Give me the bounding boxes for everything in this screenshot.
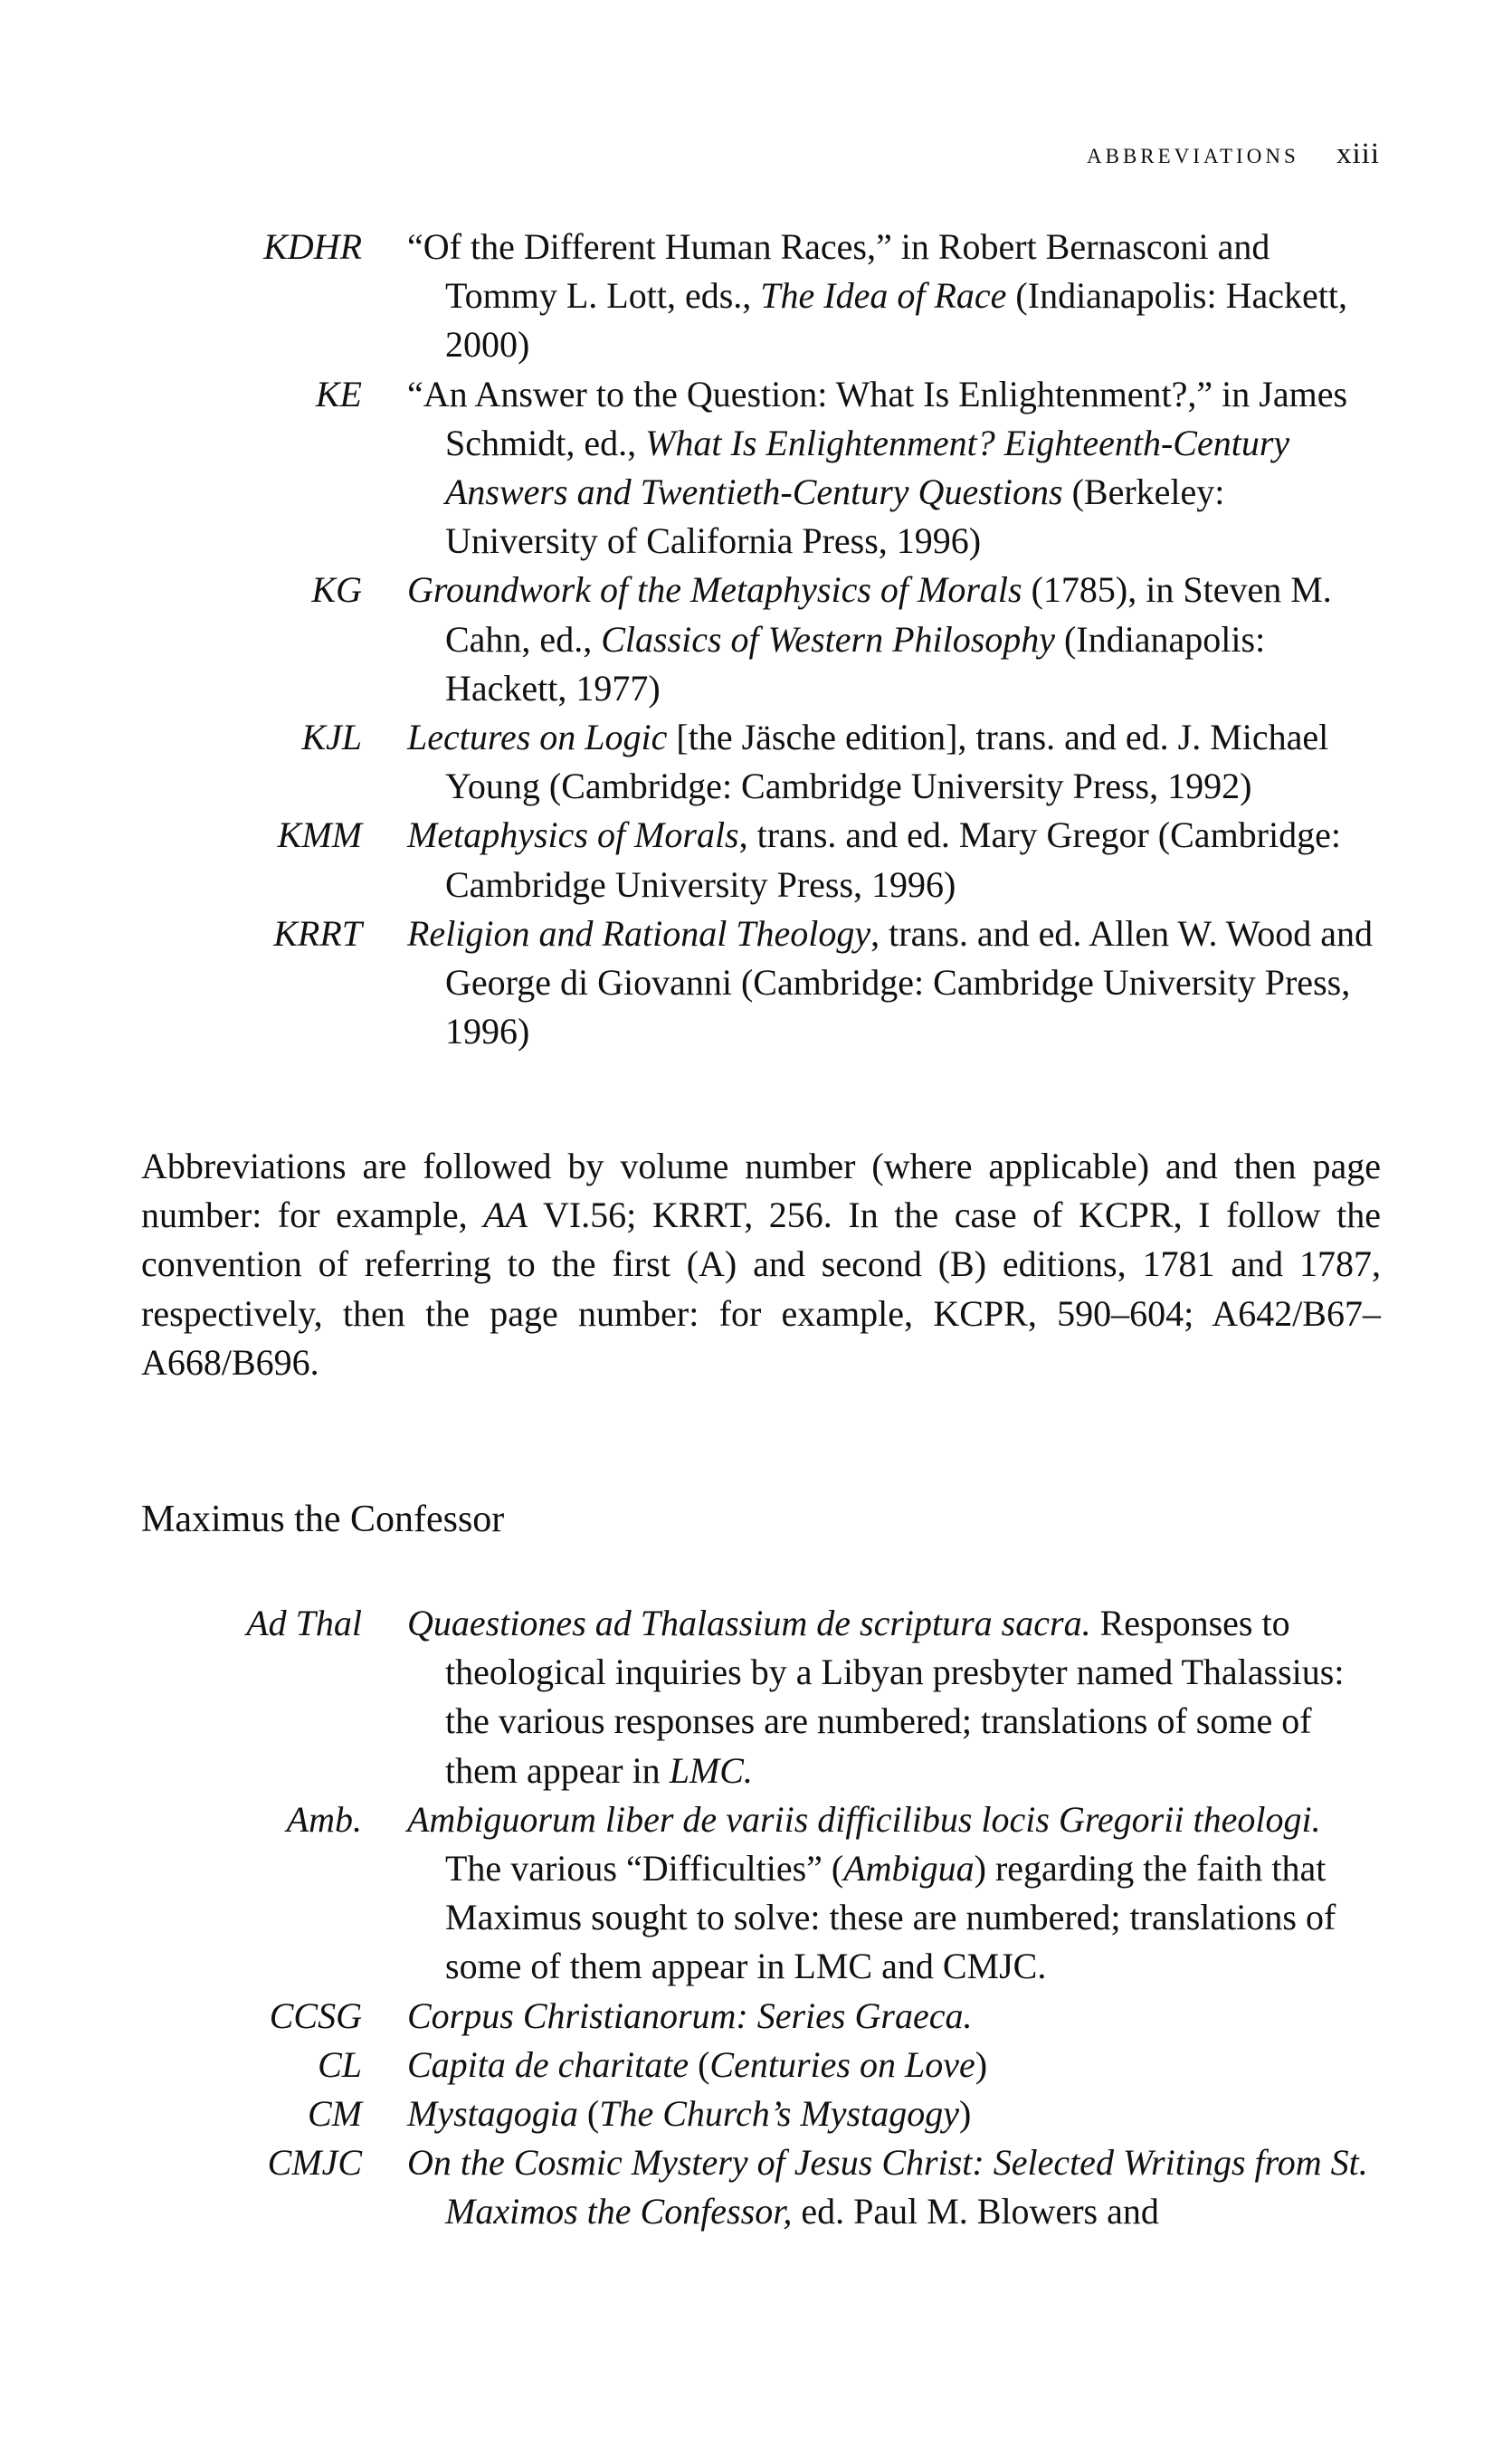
text-run: Religion and Rational Theology	[407, 912, 871, 954]
abbreviation-entry	[136, 1599, 1384, 1795]
running-head-title: abbreviations	[1087, 138, 1299, 170]
abbreviation-definition	[407, 2041, 1384, 2090]
abbreviation-term: CL	[318, 2043, 362, 2085]
abbreviation-definition	[407, 811, 1384, 909]
abbreviation-entry	[136, 566, 1384, 713]
text-run: On the Cosmic Mystery of Jesus Christ: Selected Writings from St. Maximos the Confessor,	[407, 2142, 1368, 2232]
abbreviation-entry	[136, 909, 1384, 1057]
abbreviation-entry	[136, 1992, 1384, 2041]
text-run: Responses to theological inquiries by a Libyan presbyter named Thalassius: the various responses are numbered; translations of some of them appear in	[445, 1603, 1345, 1791]
text-run: Ambiguorum liber de variis difficilibus locis Gregorii theologi.	[407, 1798, 1321, 1840]
abbreviation-definition	[407, 1795, 1384, 1992]
abbreviation-term: Ad Thal	[246, 1603, 362, 1643]
text-run: The Church’s Mystagogy	[599, 2093, 959, 2135]
text-run: Centuries on Love	[709, 2043, 975, 2085]
running-head	[1087, 138, 1380, 171]
text-run: , trans. and ed. Mary Gregor (Cambridge: Cambridge University Press, 1996)	[445, 814, 1341, 905]
text-run: “An Answer to the Question: What Is Enlightenment?,” in James Schmidt, ed.,	[407, 373, 1348, 463]
text-run: Groundwork of the Metaphysics of Morals	[407, 569, 1022, 611]
page-number: xiii	[1336, 138, 1380, 170]
abbreviation-definition	[407, 1992, 1384, 2041]
abbreviation-term: KG	[311, 569, 362, 611]
abbreviation-term: CCSG	[269, 1994, 362, 2036]
text-run: The Idea of Race	[760, 275, 1007, 317]
maximus-abbreviation-list	[136, 1599, 1384, 2237]
text-run: AA	[483, 1195, 528, 1236]
text-run: “Of the Different Human Races,” in Robert Bernasconi and Tommy L. Lott, eds.,	[407, 226, 1270, 317]
text-run: Lectures on Logic	[407, 717, 668, 758]
text-run: Ambigua	[843, 1848, 975, 1890]
abbreviation-term: KDHR	[263, 226, 362, 267]
text-run: Metaphysics of Morals	[407, 814, 739, 856]
abbreviation-definition	[407, 370, 1384, 566]
text-run: (1785), in Steven M. Cahn, ed.,	[445, 569, 1332, 660]
text-run: (Indianapolis: Hackett, 1977)	[445, 618, 1266, 709]
abbreviation-entry	[136, 2138, 1384, 2236]
text-run: ed. Paul M. Blowers and	[792, 2191, 1159, 2232]
text-run: , trans. and ed. Allen W. Wood and George di Giovanni (Cambridge: Cambridge University Press, 1996)	[445, 912, 1374, 1052]
abbreviation-entry	[136, 2041, 1384, 2090]
abbreviation-entry	[136, 2090, 1384, 2138]
text-run: LMC.	[669, 1749, 753, 1791]
kant-abbreviation-list	[136, 223, 1384, 1056]
abbreviation-term: KRRT	[273, 912, 362, 954]
section-heading-maximus: Maximus the Confessor	[141, 1499, 505, 1540]
abbreviation-definition	[407, 713, 1384, 811]
abbreviation-term: Amb.	[286, 1798, 362, 1840]
text-run: Capita de charitate	[407, 2043, 689, 2085]
abbreviation-entry	[136, 370, 1384, 566]
abbreviation-definition	[407, 2090, 1384, 2138]
abbreviation-entry	[136, 713, 1384, 811]
text-run: Classics of Western Philosophy	[601, 618, 1056, 660]
text-run: (Indianapolis: Hackett, 2000)	[445, 275, 1347, 366]
abbreviation-definition	[407, 2138, 1384, 2236]
text-run: (	[577, 2093, 600, 2135]
abbreviation-term: KE	[315, 373, 362, 414]
text-run: Mystagogia	[407, 2093, 578, 2135]
abbreviation-definition	[407, 1599, 1384, 1795]
abbreviation-term: KJL	[301, 717, 362, 758]
text-run: [the Jäsche edition], trans. and ed. J. Michael Young (Cambridge: Cambridge University Press, 1992)	[445, 717, 1329, 807]
abbreviation-definition	[407, 566, 1384, 713]
text-run: The various “Difficulties” (	[445, 1848, 844, 1890]
text-run: (	[689, 2043, 710, 2085]
text-run: Abbreviations are followed by volume number (where applicable) and then page number: for example,	[141, 1146, 1381, 1236]
abbreviation-term: CMJC	[267, 2142, 362, 2184]
text-run: What Is Enlightenment? Eighteenth-Century Answers and Twentieth-Century Questions	[445, 422, 1290, 513]
abbreviation-entry	[136, 223, 1384, 370]
text-run: VI.56; KRRT, 256. In the case of KCPR, I follow the convention of referring to the first (A) and second (B) editions, 1781 and 1787, respectively, then the page number: for example, KCPR, 590–604; A642/B67–A668/B696.	[141, 1195, 1381, 1383]
text-run: Corpus Christianorum: Series Graeca.	[407, 1994, 973, 2036]
abbreviation-term: CM	[308, 2093, 362, 2135]
text-run: )	[958, 2093, 972, 2135]
text-run: Quaestiones ad Thalassium de scriptura sacra.	[407, 1603, 1091, 1643]
abbreviation-note-paragraph	[141, 1142, 1381, 1387]
text-run: )	[975, 2043, 988, 2085]
text-run: (Berkeley: University of California Press, 1996)	[445, 471, 1225, 562]
abbreviation-entry	[136, 1795, 1384, 1992]
abbreviation-definition	[407, 909, 1384, 1057]
abbreviation-term: KMM	[277, 814, 362, 856]
abbreviation-entry	[136, 811, 1384, 909]
text-run: ) regarding the faith that Maximus sought to solve: these are numbered; translations of some of them appear in LMC and CMJC.	[445, 1848, 1336, 1987]
abbreviation-definition	[407, 223, 1384, 370]
